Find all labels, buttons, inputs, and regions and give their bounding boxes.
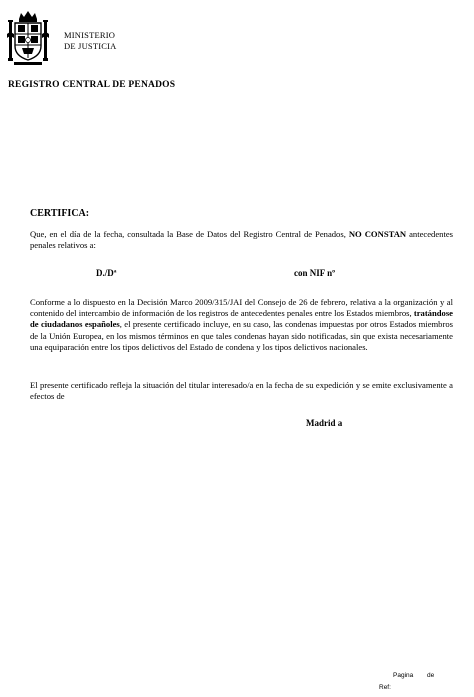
certifica-heading: CERTIFICA: bbox=[30, 208, 90, 219]
paragraph-consulta-text-c: antecedentes penales relativos a: bbox=[30, 229, 453, 251]
page-number-label: Pagina bbox=[393, 672, 414, 679]
ministry-name bbox=[64, 30, 117, 52]
dd-label: D./Dª bbox=[96, 268, 117, 278]
no-constan-text: NO CONSTAN bbox=[348, 229, 407, 239]
ciudadanos-espanoles-text: tratándose de ciudadanos españoles bbox=[30, 308, 453, 330]
paragraph-situacion: El presente certificado refleja la situación del titular interesado/a en la fecha de su expedición y se emite exclusivamente a efectos de bbox=[30, 380, 453, 402]
registry-title: REGISTRO CENTRAL DE PENADOS bbox=[8, 80, 176, 90]
ministry-line-1: MINISTERIO bbox=[64, 30, 116, 40]
coat-of-arms-icon bbox=[6, 10, 50, 68]
paragraph-decision-text-c: , el presente certificado incluye, en su caso, las condenas impuestas por otros Estados miembros de la Unión Europea, en los mismos términos en que tales condenas hayan sido notificadas, sin que exista necesariamente una equiparación entre los tipos delictivos del Estado de condena y los tipos delictivos nacionales. bbox=[30, 319, 453, 352]
nif-label: con NIF nº bbox=[294, 268, 336, 278]
reference-label: Ref: bbox=[379, 684, 391, 691]
paragraph-consulta-text-a: Que, en el día de la fecha, consultada la Base de Datos del Registro Central de Penados, bbox=[30, 229, 349, 239]
paragraph-consulta bbox=[30, 229, 453, 251]
page-of-label: de bbox=[427, 672, 435, 679]
madrid-date-label: Madrid a bbox=[306, 418, 343, 428]
paragraph-decision-marco bbox=[30, 297, 453, 353]
paragraph-decision-text-a: Conforme a lo dispuesto en la Decisión Marco 2009/315/JAI del Consejo de 26 de febrero, relativa a la organización y al contenido del intercambio de información de los registros de antecedentes penales entre los Estados miembros, bbox=[30, 297, 453, 319]
ministry-line-2: DE JUSTICIA bbox=[64, 41, 117, 51]
